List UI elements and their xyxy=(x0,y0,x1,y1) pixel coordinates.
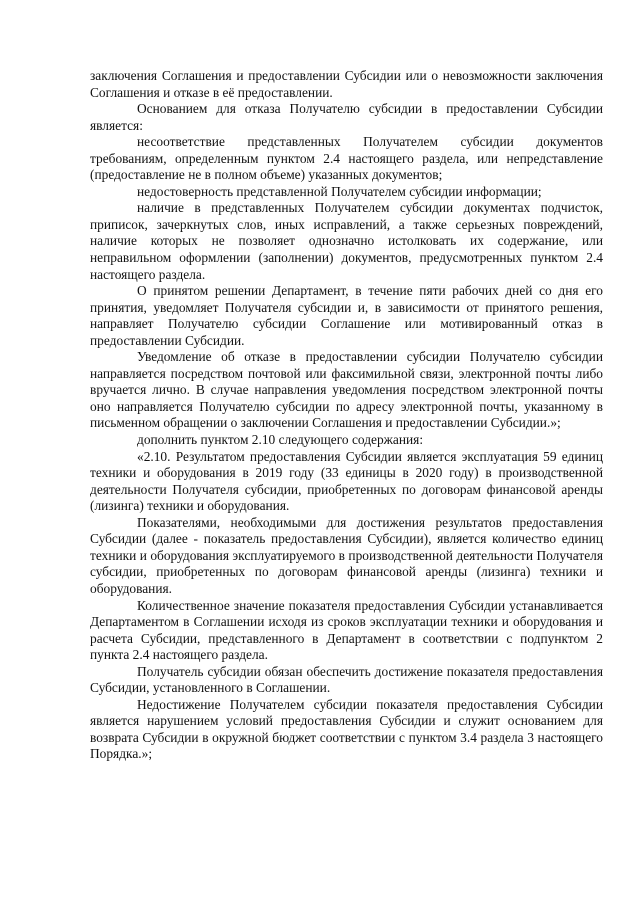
paragraph-recipient-obligation: Получатель субсидии обязан обеспечить достижение показателя предоставления Субсидии, установленного в Соглашении. xyxy=(90,663,603,696)
paragraph-add-clause: дополнить пунктом 2.10 следующего содержания: xyxy=(137,432,424,448)
paragraph-decision-notice: О принятом решении Департамент, в течение пяти рабочих дней со дня его принятия, уведомляет Получателя субсидии и, в зависимости от принятого решения, направляет Получателю субсидии Соглашение или мотивированный отказ в предоставлении Субсидии. xyxy=(90,283,603,348)
paragraph-clause-2-10: «2.10. Результатом предоставления Субсидии является эксплуатация 59 единиц техники и оборудования в 2019 году (33 единицы в 2020 году) в производственной деятельности Получателя субсидии, приобретенных по договорам финансовой аренды (лизинга) техники и оборудования. xyxy=(90,448,603,514)
paragraph-non-achievement: Недостижение Получателем субсидии показателя предоставления Субсидии является нарушением условий предоставления Субсидии и служит основанием для возврата Субсидии в окружной бюджет соответствии с пунктом 3.4 раздела 3 настоящего Порядка.»; xyxy=(90,696,603,762)
paragraph-refusal-grounds: Основанием для отказа Получателю субсидии в предоставлении Субсидии является: xyxy=(90,101,603,133)
paragraph-document-mismatch: несоответствие представленных Получателем субсидии документов требованиям, определенным пунктом 2.4 настоящего раздела, или непредставление (предоставление не в полном объеме) указанных документов; xyxy=(90,134,603,183)
paragraph-corrections: наличие в представленных Получателем субсидии документах подчисток, приписок, зачеркнутых слов, иных исправлений, а также серьезных повреждений, наличие которых не позволяет однозначно истолковать их содержание, или неправильном оформлении (заполнении) документов, предусмотренных пунктом 2.4 настоящего раздела. xyxy=(90,200,603,282)
paragraph-continuation: заключения Соглашения и предоставлении Субсидии или о невозможности заключения Соглашения и отказе в её предоставлении. xyxy=(90,68,603,100)
paragraph-unreliable-info: недостоверность представленной Получателем субсидии информации; xyxy=(137,183,542,199)
document-body xyxy=(90,68,603,763)
paragraph-indicators: Показателями, необходимыми для достижения результатов предоставления Субсидии (далее - показатель предоставления Субсидии), является количество единиц техники и оборудования эксплуатируемого в производственной деятельности Получателя субсидии, приобретенных по договорам финансовой аренды (лизинга) техники и оборудования. xyxy=(90,514,603,596)
paragraph-quantitative-value: Количественное значение показателя предоставления Субсидии устанавливается Департаментом в Соглашении исходя из сроков эксплуатации техники и оборудования и расчета Субсидии, представленного в Департамент в соответствии с подпунктом 2 пункта 2.4 настоящего раздела. xyxy=(90,597,603,663)
paragraph-refusal-notification: Уведомление об отказе в предоставлении субсидии Получателю субсидии направляется посредством почтовой или факсимильной связи, электронной почты либо вручается лично. В случае направления уведомления посредством электронной почты оно направляется Получателю субсидии по адресу электронной почты, указанному в письменном обращении о заключении Соглашения и предоставлении Субсидии.»; xyxy=(90,349,603,431)
